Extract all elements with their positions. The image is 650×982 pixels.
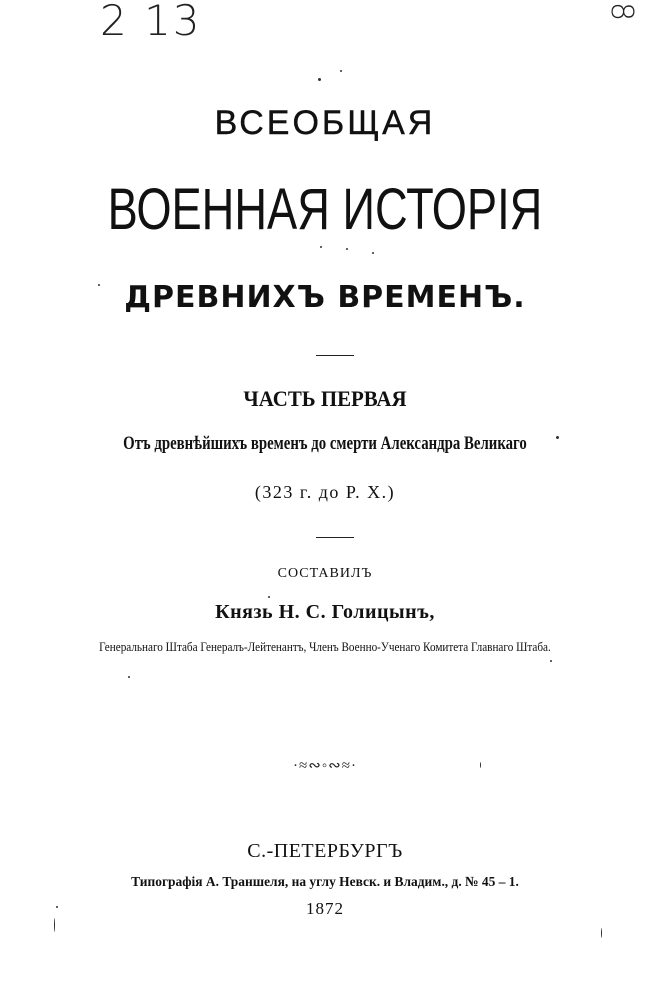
scan-speck — [550, 660, 552, 662]
title-sub: ДРЕВНИХЪ ВРЕМЕНЪ. — [124, 280, 526, 315]
date-range: (323 г. до Р. Х.) — [254, 482, 396, 502]
title-main: ВОЕННАЯ ИСТОРІЯ — [107, 177, 543, 242]
author-name: Князь Н. С. Голицынъ, — [215, 601, 435, 623]
divider-top — [316, 355, 354, 356]
divider-middle — [316, 537, 354, 538]
scan-speck — [128, 676, 130, 678]
scan-speck — [340, 70, 342, 72]
part-subtitle: Отъ древнѣйшихъ временъ до смерти Александра Великаго — [123, 433, 527, 454]
author-title: Генеральнаго Штаба Генералъ-Лейтенантъ, Членъ Военно-Ученаго Комитета Главнаго Штаба. — [99, 639, 551, 654]
scan-speck — [268, 596, 270, 598]
title-small: ВСЕОБЩАЯ — [214, 104, 436, 142]
ornament: ·≈∾◦∾≈· — [293, 758, 357, 774]
city: С.-ПЕТЕРБУРГЪ — [247, 840, 403, 862]
printer-line: Типографія А. Траншеля, на углу Невск. и Владим., д. № 45 – 1. — [131, 875, 519, 890]
handwritten-number: 2 13 — [100, 0, 202, 45]
scan-speck — [480, 762, 481, 768]
compiled-by-label: СОСТАВИЛЪ — [277, 566, 373, 581]
scan-speck — [556, 436, 559, 439]
scan-speck — [346, 248, 348, 250]
scan-speck — [54, 918, 55, 932]
scan-speck — [320, 246, 322, 248]
scan-speck — [601, 928, 602, 938]
scan-speck — [372, 252, 374, 254]
scan-speck — [318, 78, 321, 81]
scan-speck — [98, 284, 100, 286]
part-heading: ЧАСТЬ ПЕРВАЯ — [243, 386, 407, 411]
handwritten-corner-mark: 8 — [604, 1, 640, 22]
scan-speck — [56, 906, 58, 908]
year: 1872 — [306, 899, 344, 918]
